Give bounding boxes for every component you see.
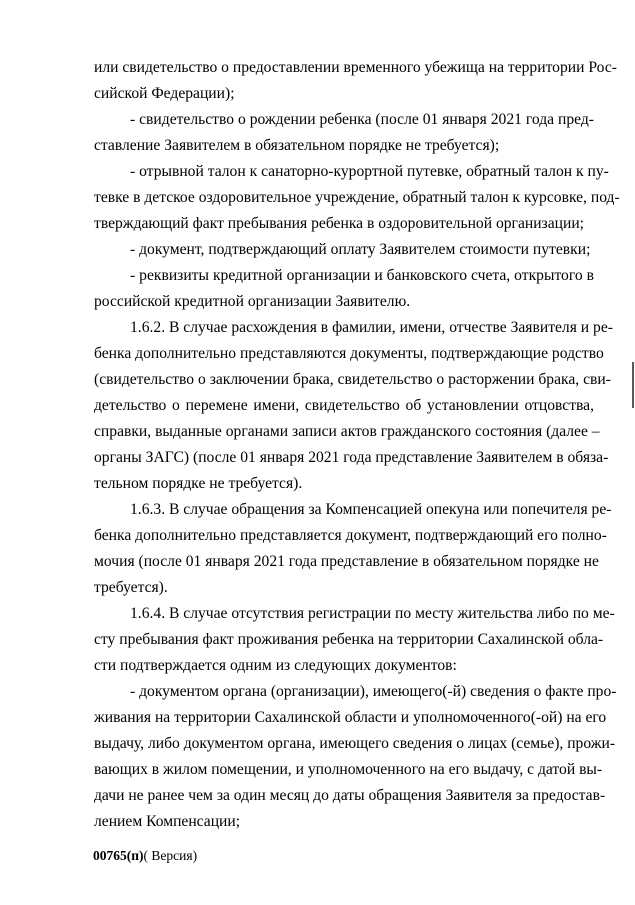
text-line: тевке в детское оздоровительное учреждение, обратный талон к курсовке, под- [94,189,620,206]
text-line: сийской Федерации); [94,85,235,102]
text-line: вающих в жилом помещении, и уполномоченного на его выдачу, с датой вы- [94,761,603,778]
text-line: тельном порядке не требуется). [94,475,303,492]
document-version: ( Версия) [143,848,198,863]
text-line: мочия (после 01 января 2021 года представление в обязательном порядке не [94,553,599,570]
text-line: живания на территории Сахалинской области и уполномоченного(-ой) на его [94,709,607,726]
text-line: тверждающий факт пребывания ребенка в оздоровительной организации; [94,215,585,232]
text-line: бенка дополнительно представляются документы, подтверждающие родство [94,345,604,362]
text-line: российской кредитной организации Заявителю. [94,293,411,310]
text-line: - документ, подтверждающий оплату Заявителем стоимости путевки; [130,241,591,258]
text-line: - реквизиты кредитной организации и банковского счета, открытого в [130,267,594,284]
text-line: - свидетельство о рождении ребенка (после 01 января 2021 года пред- [130,111,594,128]
text-line: справки, выданные органами записи актов гражданского состояния (далее – [94,423,600,440]
text-line: 1.6.4. В случае отсутствия регистрации по месту жительства либо по ме- [130,605,615,622]
document-code: 00765(п) [93,848,144,863]
text-line: требуется). [94,579,168,596]
text-line: сту пребывания факт проживания ребенка на территории Сахалинской обла- [94,631,604,648]
scan-edge-mark [632,362,634,408]
document-footer [93,846,197,866]
text-line: - документом органа (организации), имеющего(-й) сведения о факте про- [130,683,617,700]
text-line: дачи не ранее чем за один месяц до даты обращения Заявителя за предостав- [94,787,606,804]
text-line: лением Компенсации; [94,813,241,830]
text-line: - отрывной талон к санаторно-курортной путевке, обратный талон к пу- [130,163,609,180]
text-line: (свидетельство о заключении брака, свидетельство о расторжении брака, сви- [94,371,611,388]
text-line: бенка дополнительно представляется документ, подтверждающий его полно- [94,527,607,544]
text-line: органы ЗАГС) (после 01 января 2021 года представление Заявителем в обяза- [94,449,609,466]
text-line: выдачу, либо документом органа, имеющего сведения о лицах (семье), прожи- [94,735,616,752]
text-line: ставление Заявителем в обязательном порядке не требуется); [94,137,500,154]
text-line: сти подтверждается одним из следующих документов: [94,657,457,674]
text-line: детельство о перемене имени, свидетельство об установлении отцовства, [94,397,594,414]
text-line: 1.6.2. В случае расхождения в фамилии, имени, отчестве Заявителя и ре- [130,319,613,336]
text-line: 1.6.3. В случае обращения за Компенсацией опекуна или попечителя ре- [130,501,612,518]
text-line: или свидетельство о предоставлении временного убежища на территории Рос- [94,59,617,76]
